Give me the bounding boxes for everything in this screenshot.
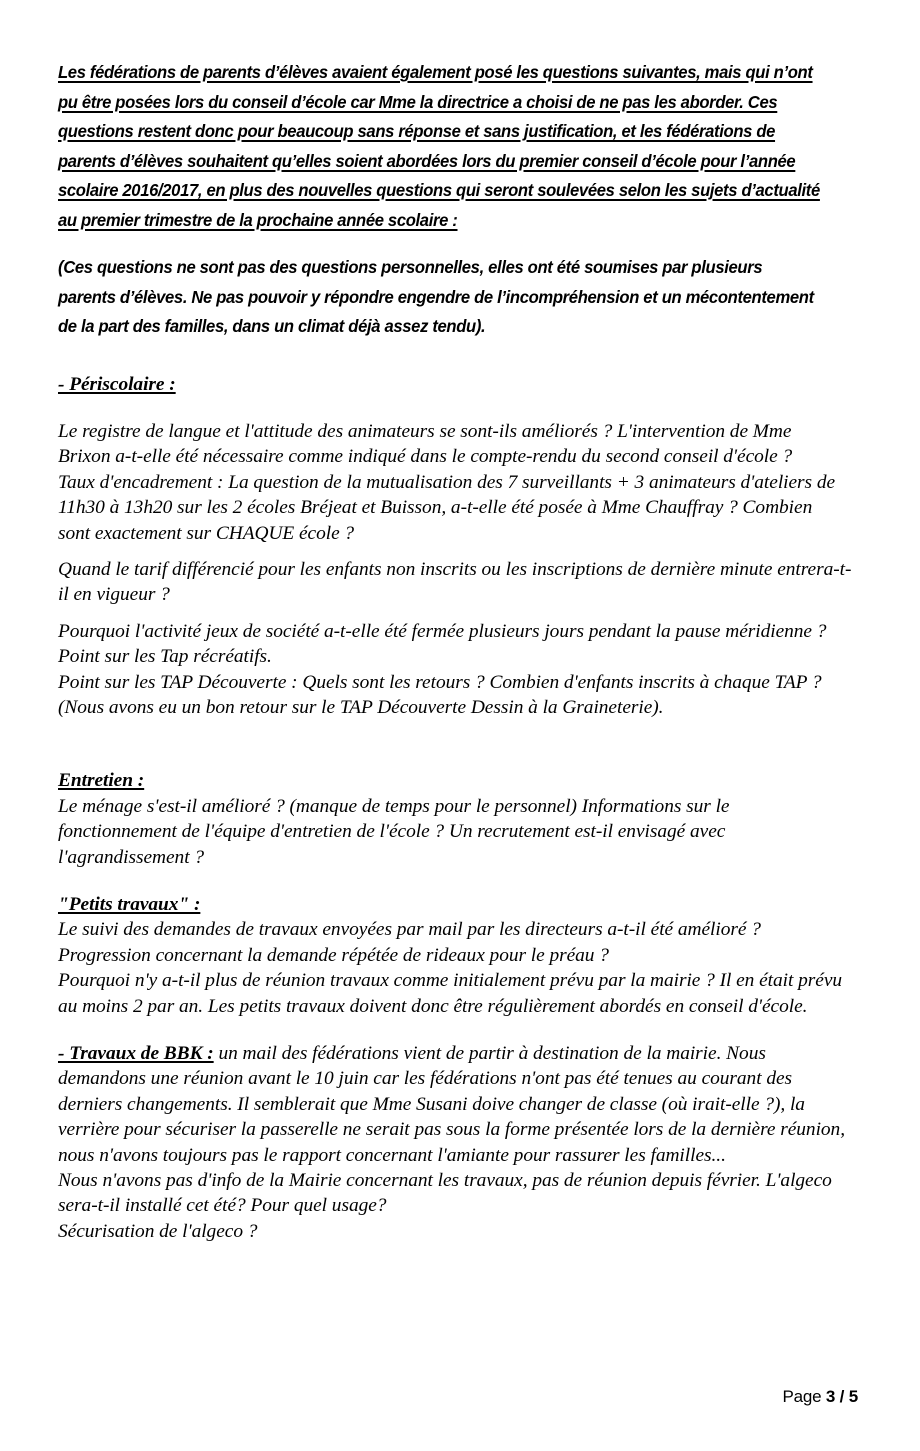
intro-block [58,58,822,342]
travaux-bbk-paragraph-1 [58,1041,858,1168]
footer-page-separator: / [839,1387,845,1406]
travaux-bbk-paragraph-2: Nous n'avons pas d'info de la Mairie concernant les travaux, pas de réunion depuis février. L'algeco sera-t-il installé cet été? Pour quel usage? [58,1170,832,1217]
travaux-bbk-paragraph-3: Sécurisation de l'algeco ? [58,1220,258,1242]
petits-travaux-heading: "Petits travaux" : [58,894,201,915]
spacer [58,546,858,557]
section-periscolaire [58,372,858,721]
page-footer [58,1387,858,1407]
entretien-heading-wrapper [58,768,858,793]
spacer [58,720,858,768]
footer-page-label: Page [782,1387,822,1406]
petits-travaux-paragraph-1: Le suivi des demandes de travaux envoyées par mail par les directeurs a-t-il été amélioré ? [58,919,761,941]
entretien-heading: Entretien : [58,770,145,792]
periscolaire-paragraph-2: Taux d'encadrement : La question de la mutualisation des 7 surveillants + 3 animateurs d'ateliers de 11h30 à 13h20 sur les 2 écoles Bréjeat et Buisson, a-t-elle été posée à Mme Chauffray ? Combien sont exactement sur CHAQUE école ? [58,471,836,544]
periscolaire-paragraph-3: Quand le tarif différencié pour les enfants non inscrits ou les inscriptions de dernière minute entrera-t-il en vigueur ? [58,558,852,606]
travaux-bbk-heading: - Travaux de BBK : [58,1043,214,1065]
periscolaire-heading: - Périscolaire : [58,373,176,395]
periscolaire-paragraph-6: Point sur les TAP Découverte : Quels sont les retours ? Combien d'enfants inscrits à chaque TAP ? [58,671,822,693]
periscolaire-paragraph-4: Pourquoi l'activité jeux de société a-t-elle été fermée plusieurs jours pendant la pause méridienne ? [58,620,827,642]
travaux-bbk-body: un mail des fédérations vient de partir à destination de la mairie. Nous demandons une réunion avant le 10 juin car les fédérations n'ont pas été tenues au courant des derniers changements. Il semblerait que Mme Susani doive changer de classe (où irait-elle ?), la verrière pour sécuriser la passerelle ne serait pas sous la forme présentée lors de la dernière réunion, nous n'avons toujours pas le rapport concernant l'amiante pour rassurer les familles... [58,1043,846,1166]
section-entretien [58,768,858,870]
petits-travaux-heading-wrapper [58,892,858,917]
intro-main-paragraph: Les fédérations de parents d’élèves avaient également posé les questions suivantes, mais qui n’ont pu être posées lors du conseil d’école car Mme la directrice a choisi de ne pas les aborder. Ces questions restent donc pour beaucoup sans réponse et sans justification, et les fédérations de parents d’élèves souhaitent qu’elles soient abordées lors du premier conseil d’école pour l’année scolaire 2016/2017, en plus des nouvelles questions qui seront soulevées selon les sujets d’actualité au premier trimestre de la prochaine année scolaire : [58,62,820,230]
intro-note-paragraph: (Ces questions ne sont pas des questions personnelles, elles ont été soumises par plusieurs parents d’élèves. Ne pas pouvoir y répondre engendre de l’incompréhension et un mécontentement de la part des familles, dans un climat déjà assez tendu). [58,257,814,336]
spacer [58,397,858,419]
spacer [58,1019,858,1041]
periscolaire-heading-wrapper [58,372,858,397]
spacer [58,870,858,892]
spacer [58,608,858,619]
footer-page-total: 5 [848,1387,858,1406]
petits-travaux-paragraph-2: Progression concernant la demande répétée de rideaux pour le préau ? [58,944,609,966]
section-travaux-bbk [58,1041,858,1244]
petits-travaux-paragraph-3: Pourquoi n'y a-t-il plus de réunion travaux comme initialement prévu par la mairie ? Il en était prévu au moins 2 par an. Les petits travaux doivent donc être régulièrement abordés en conseil d'école. [58,970,843,1017]
periscolaire-paragraph-7: (Nous avons eu un bon retour sur le TAP Découverte Dessin à la Graineterie). [58,696,664,718]
footer-page-current: 3 [825,1387,836,1406]
spacer [58,342,858,372]
entretien-paragraph-1: Le ménage s'est-il amélioré ? (manque de temps pour le personnel) Informations sur le fonctionnement de l'équipe d'entretien de l'école ? Un recrutement est-il envisagé avec l'agrandissement ? [58,795,730,868]
periscolaire-paragraph-1: Le registre de langue et l'attitude des animateurs se sont-ils améliorés ? L'intervention de Mme Brixon a-t-elle été nécessaire comme indiqué dans le compte-rendu du second conseil d'école ? [58,420,793,468]
section-petits-travaux [58,892,858,1019]
periscolaire-paragraph-5: Point sur les Tap récréatifs. [58,646,272,668]
